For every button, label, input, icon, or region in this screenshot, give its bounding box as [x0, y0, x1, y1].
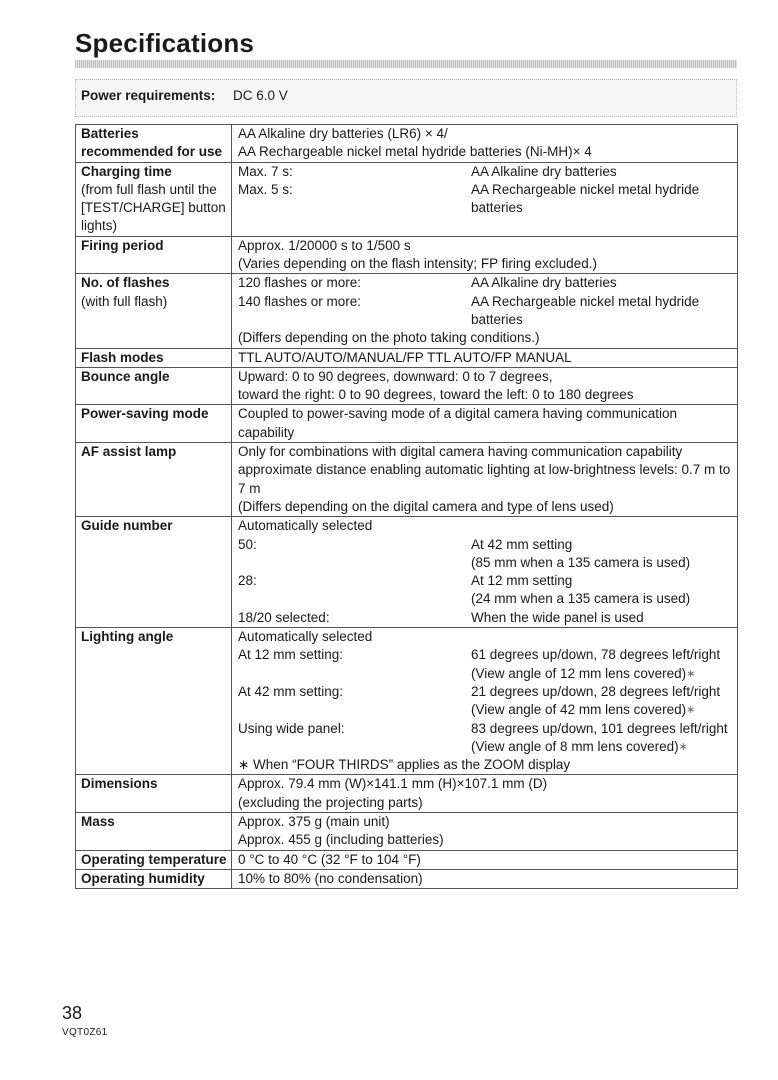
spec-value-pair: [238, 293, 733, 330]
spec-value-pair: [238, 720, 733, 738]
power-requirements-label: Power requirements:: [81, 88, 216, 103]
spec-value-cell: [232, 517, 738, 628]
spec-value-line: 10% to 80% (no condensation): [238, 870, 423, 886]
spec-value-intro: Automatically selected: [238, 518, 373, 534]
spec-value-line: Approx. 375 g (main unit): [238, 813, 390, 829]
spec-condition: [238, 701, 471, 719]
spec-row: [76, 850, 738, 869]
spec-condition: [238, 665, 471, 683]
spec-row: [76, 628, 738, 775]
spec-result: [471, 554, 733, 572]
spec-value-cell: [232, 367, 738, 405]
page-number: 38: [62, 1003, 83, 1023]
spec-result: [471, 590, 733, 608]
spec-value-cell: [232, 775, 738, 813]
spec-value-line: approximate distance enabling automatic lighting at low-brightness levels: 0.7 m to 7 m: [238, 462, 731, 496]
page-title: Specifications: [75, 28, 255, 58]
spec-result: [471, 274, 733, 292]
spec-value-note: (Differs depending on the photo taking conditions.): [238, 330, 540, 346]
spec-result-text: (24 mm when a 135 camera is used): [471, 591, 691, 607]
spec-value-note: ∗ When “FOUR THIRDS” applies as the ZOOM display: [238, 757, 571, 773]
spec-label: Operating humidity: [81, 870, 205, 886]
spec-value-line: 0 °C to 40 °C (32 °F to 104 °F): [238, 851, 421, 867]
spec-result-text: (View angle of 42 mm lens covered): [471, 702, 687, 718]
spec-row: [76, 162, 738, 236]
spec-result-text: AA Rechargeable nickel metal hydride batteries: [471, 181, 700, 216]
spec-label: Flash modes: [81, 349, 164, 365]
spec-value-cell: [232, 274, 738, 348]
spec-result-text: AA Alkaline dry batteries: [471, 163, 617, 179]
spec-label: Lighting angle: [81, 629, 174, 645]
spec-value-pair: [238, 181, 733, 218]
spec-label: Operating temperature: [81, 851, 227, 867]
spec-result: [471, 572, 733, 590]
spec-value-line: Approx. 79.4 mm (W)×141.1 mm (H)×107.1 mm (D): [238, 776, 548, 792]
spec-condition: 140 flashes or more:: [238, 293, 362, 309]
spec-label: Guide number: [81, 518, 173, 534]
spec-value-pair: [238, 646, 733, 664]
specifications-table: [75, 124, 738, 889]
spec-result-text: 61 degrees up/down, 78 degrees left/right: [471, 647, 721, 663]
spec-condition: At 12 mm setting:: [238, 647, 344, 663]
spec-result: [471, 646, 733, 664]
spec-condition: At 42 mm setting:: [238, 683, 344, 699]
spec-result: [471, 181, 733, 218]
spec-condition: Max. 7 s:: [238, 163, 293, 179]
spec-value-cell: [232, 869, 738, 888]
spec-result: [471, 536, 733, 554]
spec-value-line: Only for combinations with digital camera having communication capability: [238, 444, 683, 460]
spec-row: [76, 274, 738, 348]
spec-result-text: 21 degrees up/down, 28 degrees left/right: [471, 683, 721, 699]
spec-result-text: AA Rechargeable nickel metal hydride batteries: [471, 293, 700, 327]
spec-condition: 50:: [238, 536, 257, 552]
spec-result-text: AA Alkaline dry batteries: [471, 275, 617, 291]
spec-row: [76, 869, 738, 888]
spec-value-cell: [232, 236, 738, 274]
spec-result: [471, 609, 733, 627]
spec-label-cell: [76, 628, 232, 775]
spec-value-line: (Varies depending on the flash intensity; FP firing excluded.): [238, 256, 597, 272]
spec-value-cell: [232, 125, 738, 163]
spec-value-pair: [238, 572, 733, 590]
spec-result: [471, 683, 733, 701]
power-requirements-box: [75, 79, 737, 117]
spec-result: [471, 163, 733, 181]
spec-value-line: AA Alkaline dry batteries (LR6) × 4/: [238, 126, 448, 141]
spec-value-line: (excluding the projecting parts): [238, 794, 423, 810]
spec-value-pair: [238, 738, 733, 756]
document-code: VQT0Z61: [62, 1027, 108, 1038]
spec-value-cell: [232, 812, 738, 850]
spec-label: Firing period: [81, 237, 164, 253]
spec-condition: Using wide panel:: [238, 720, 345, 736]
title-rule: [75, 60, 737, 68]
spec-result-text: At 42 mm setting: [471, 536, 573, 552]
spec-row: [76, 517, 738, 628]
spec-condition: [238, 738, 471, 756]
spec-value-cell: [232, 348, 738, 367]
spec-value-pair: [238, 274, 733, 292]
spec-label-cell: [76, 443, 232, 517]
spec-result-text: At 12 mm setting: [471, 573, 573, 589]
spec-row: [76, 236, 738, 274]
spec-condition: [238, 554, 471, 572]
spec-label: Dimensions: [81, 776, 158, 792]
asterisk-mark: ∗: [686, 704, 696, 717]
spec-value-line: TTL AUTO/AUTO/MANUAL/FP TTL AUTO/FP MANUAL: [238, 349, 572, 365]
spec-label-cell: [76, 125, 232, 163]
spec-value-line: toward the right: 0 to 90 degrees, toward the left: 0 to 180 degrees: [238, 387, 634, 403]
spec-label: Batteries recommended for use: [81, 126, 223, 160]
spec-value-cell: [232, 405, 738, 443]
spec-value-line: Upward: 0 to 90 degrees, downward: 0 to 7 degrees,: [238, 368, 553, 384]
spec-label: Power-saving mode: [81, 406, 209, 422]
spec-value-pair: [238, 536, 733, 554]
spec-result-text: (View angle of 12 mm lens covered): [471, 665, 687, 681]
spec-value-line: Approx. 455 g (including batteries): [238, 832, 444, 848]
spec-label: AF assist lamp: [81, 444, 177, 460]
spec-label-cell: [76, 367, 232, 405]
spec-value-line: Approx. 1/20000 s to 1/500 s: [238, 237, 411, 253]
spec-label-cell: [76, 405, 232, 443]
spec-row: [76, 367, 738, 405]
spec-condition: 120 flashes or more:: [238, 275, 362, 291]
spec-result-text: 83 degrees up/down, 101 degrees left/right: [471, 720, 728, 736]
spec-label-cell: [76, 850, 232, 869]
spec-result: [471, 701, 733, 719]
spec-label-cell: [76, 274, 232, 348]
spec-label-cell: [76, 236, 232, 274]
spec-label: Mass: [81, 813, 115, 829]
spec-label-cell: [76, 812, 232, 850]
spec-value-pair: [238, 590, 733, 608]
spec-row: [76, 775, 738, 813]
spec-value-cell: [232, 850, 738, 869]
spec-value-pair: [238, 609, 733, 627]
spec-label-note: (from full flash until the [TEST/CHARGE] button lights): [81, 181, 226, 234]
spec-value-pair: [238, 683, 733, 701]
spec-value-pair: [238, 701, 733, 719]
spec-result: [471, 293, 733, 330]
asterisk-mark: ∗: [686, 667, 696, 680]
spec-result-text: When the wide panel is used: [471, 609, 644, 625]
spec-value-pair: [238, 554, 733, 572]
spec-label-cell: [76, 775, 232, 813]
asterisk-mark: ∗: [678, 740, 688, 753]
spec-value-cell: [232, 443, 738, 517]
spec-label-cell: [76, 517, 232, 628]
spec-label: Bounce angle: [81, 368, 170, 384]
spec-label: No. of flashes: [81, 275, 170, 291]
spec-label-cell: [76, 162, 232, 236]
spec-label: Charging time: [81, 163, 172, 179]
spec-row: [76, 443, 738, 517]
spec-label-cell: [76, 869, 232, 888]
power-requirements-value: DC 6.0 V: [233, 88, 288, 103]
spec-value-line: Coupled to power-saving mode of a digital camera having communication capability: [238, 406, 677, 440]
spec-condition: 18/20 selected:: [238, 609, 330, 625]
spec-result-text: (View angle of 8 mm lens covered): [471, 738, 679, 754]
spec-result-text: (85 mm when a 135 camera is used): [471, 554, 691, 570]
spec-row: [76, 348, 738, 367]
spec-result: [471, 738, 733, 756]
spec-value-cell: [232, 162, 738, 236]
spec-row: [76, 405, 738, 443]
spec-condition: Max. 5 s:: [238, 181, 293, 197]
spec-result: [471, 665, 733, 683]
spec-value-line: AA Rechargeable nickel metal hydride batteries (Ni-MH)× 4: [238, 144, 592, 160]
spec-value-cell: [232, 628, 738, 775]
spec-value-line: (Differs depending on the digital camera and type of lens used): [238, 498, 614, 514]
spec-condition: [238, 590, 471, 608]
spec-value-pair: [238, 665, 733, 683]
spec-row: [76, 812, 738, 850]
spec-condition: 28:: [238, 573, 257, 589]
spec-label-cell: [76, 348, 232, 367]
spec-value-intro: Automatically selected: [238, 629, 373, 645]
spec-row: [76, 125, 738, 163]
spec-value-pair: [238, 163, 733, 181]
spec-result: [471, 720, 733, 738]
spec-label-note: (with full flash): [81, 293, 168, 309]
